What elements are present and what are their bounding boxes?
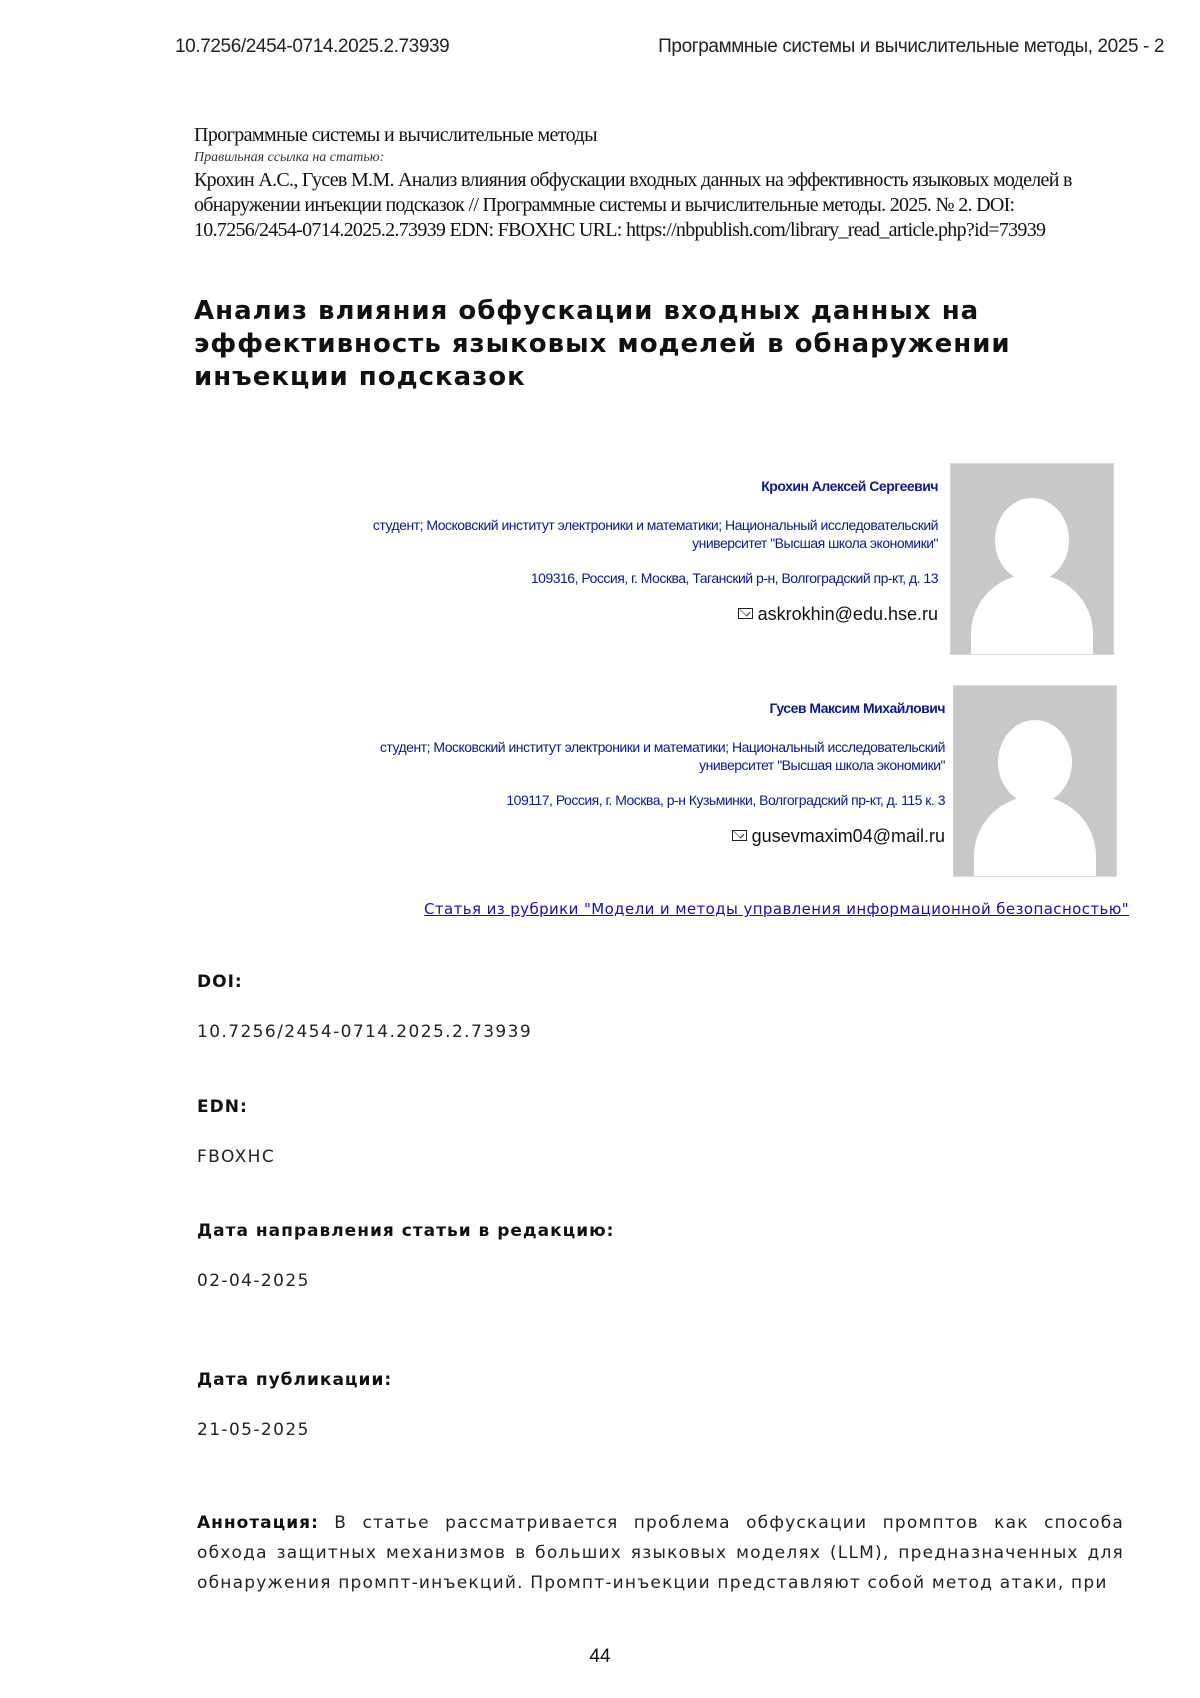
avatar [953, 685, 1117, 877]
affiliation-line: студент; Московский институт электроники и математики; Национальный исследовательский [372, 517, 938, 533]
author-email[interactable]: askrokhin@edu.hse.ru [757, 604, 938, 624]
published-value: 21-05-2025 [197, 1420, 310, 1440]
avatar [950, 463, 1114, 655]
doi-label: DOI: [197, 972, 243, 992]
author-block-2 [245, 700, 945, 847]
avatar-body [974, 796, 1096, 877]
published-label: Дата публикации: [197, 1370, 393, 1390]
avatar-body [971, 574, 1093, 655]
citation-label: Правильная ссылка на статью: [194, 150, 385, 165]
author-email-row [238, 604, 938, 625]
doi-value: 10.7256/2454-0714.2025.2.73939 [197, 1022, 533, 1042]
edn-label: EDN: [197, 1097, 248, 1117]
author-affiliation [245, 738, 945, 774]
abstract-label: Аннотация: [197, 1513, 319, 1533]
citation-text: Крохин А.С., Гусев М.М. Анализ влияния обфускации входных данных на эффективность языковых моделей в обнаружении инъекции подсказок // Программные системы и вычислительные методы. 2025. № 2. DOI: 10.7256/2454-0714.2025.2.73939 EDN: FBOXHC URL: https://nbpublish.com/library_read_article.php?id=73939 [194, 169, 1072, 241]
author-block-1 [238, 478, 938, 625]
submitted-label: Дата направления статьи в редакцию: [197, 1221, 615, 1241]
journal-name: Программные системы и вычислительные методы [194, 124, 597, 146]
author-email[interactable]: gusevmaxim04@mail.ru [751, 826, 945, 846]
affiliation-line: университет "Высшая школа экономики" [692, 535, 938, 551]
author-address: 109316, Россия, г. Москва, Таганский р-н, Волгоградский пр-кт, д. 13 [530, 570, 938, 586]
author-address: 109117, Россия, г. Москва, р-н Кузьминки, Волгоградский пр-кт, д. 115 к. 3 [506, 792, 945, 808]
article-title: Анализ влияния обфускации входных данных на эффективность языковых моделей в обнаружении инъекции подсказок [194, 296, 1011, 392]
affiliation-line: студент; Московский институт электроники и математики; Национальный исследовательский [379, 739, 945, 755]
envelope-icon [738, 608, 753, 619]
abstract [197, 1508, 1124, 1598]
author-name: Крохин Алексей Сергеевич [761, 478, 938, 494]
avatar-head [995, 498, 1069, 582]
avatar-head [998, 720, 1072, 804]
author-email-row [245, 826, 945, 847]
edn-value: FBOXHC [197, 1147, 276, 1167]
affiliation-line: университет "Высшая школа экономики" [699, 757, 945, 773]
envelope-icon [732, 830, 747, 841]
submitted-value: 02-04-2025 [197, 1271, 310, 1291]
abstract-text: В статье рассматривается проблема обфускации промптов как способа обхода защитных механизмов в больших языковых моделях (LLM), предназначенных для обнаружения промпт-инъекций. Промпт-инъекции представляют собой метод атаки, при [197, 1513, 1124, 1593]
running-header-journal: Программные системы и вычислительные методы, 2025 - 2 [658, 36, 1164, 57]
author-name: Гусев Максим Михайлович [769, 700, 945, 716]
running-header-doi: 10.7256/2454-0714.2025.2.73939 [175, 36, 450, 57]
page-number: 44 [589, 1646, 611, 1667]
rubric-link[interactable]: Статья из рубрики "Модели и методы управления информационной безопасностью" [424, 900, 1130, 918]
author-affiliation [238, 516, 938, 552]
